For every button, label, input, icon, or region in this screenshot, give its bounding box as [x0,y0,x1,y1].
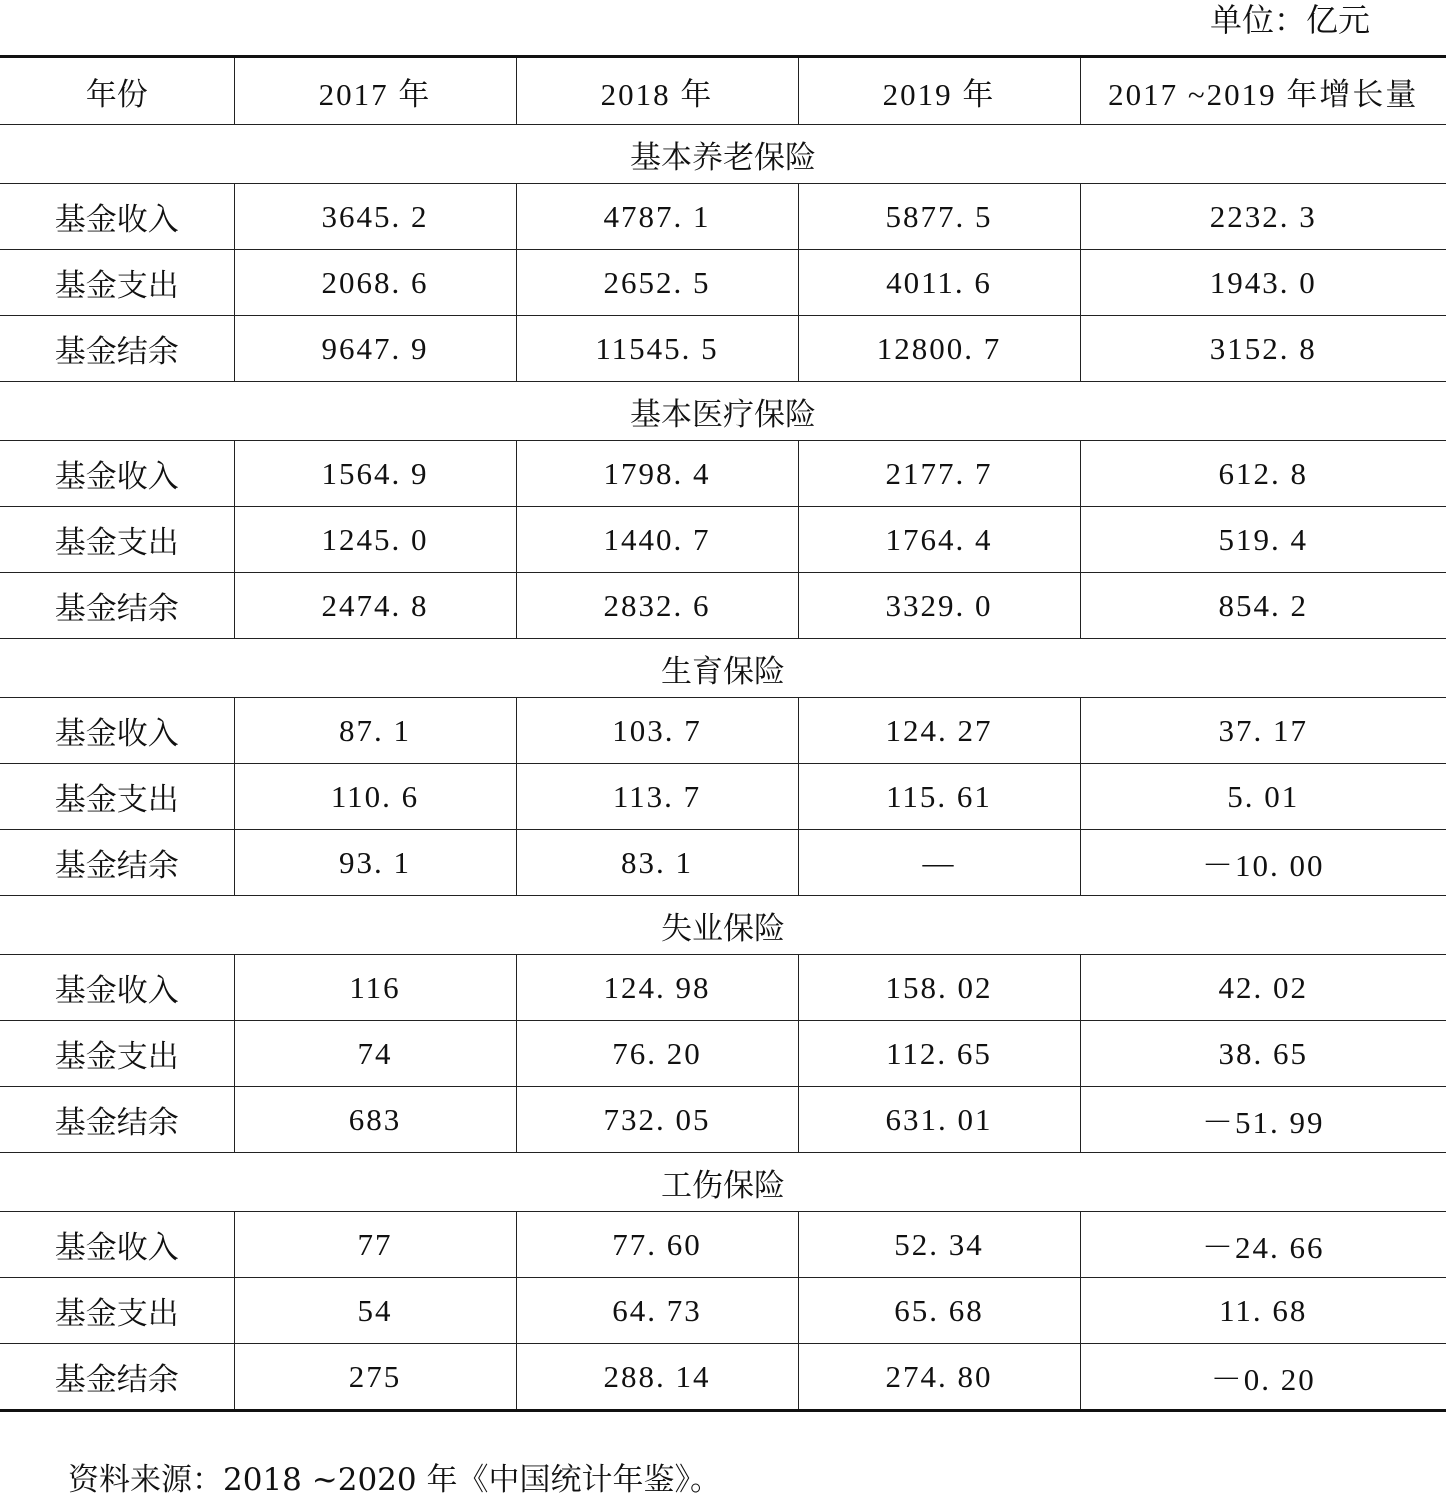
value-cell: 2652. 5 [516,250,798,316]
value-cell: －51. 99 [1080,1087,1446,1153]
value-cell: 612. 8 [1080,441,1446,507]
value-cell: 3645. 2 [234,184,516,250]
section-title: 失业保险 [0,896,1446,955]
table-row [0,1021,1446,1087]
value-cell: 1245. 0 [234,507,516,573]
value-cell: 52. 34 [798,1212,1080,1278]
table-row [0,698,1446,764]
header-cell-year: 年份 [0,57,234,125]
value-cell: — [798,830,1080,896]
row-label-cell: 基金支出 [0,1021,234,1087]
table-row [0,1212,1446,1278]
table-row [0,250,1446,316]
value-cell: 103. 7 [516,698,798,764]
row-label-cell: 基金收入 [0,1212,234,1278]
value-cell: 124. 98 [516,955,798,1021]
row-label-cell: 基金结余 [0,830,234,896]
row-label-cell: 基金结余 [0,1087,234,1153]
value-cell: 115. 61 [798,764,1080,830]
value-cell: 519. 4 [1080,507,1446,573]
section-title: 基本养老保险 [0,125,1446,184]
row-label-cell: 基金支出 [0,507,234,573]
value-cell: 87. 1 [234,698,516,764]
value-cell: 2474. 8 [234,573,516,639]
header-cell-2017: 2017 年 [234,57,516,125]
value-cell: 683 [234,1087,516,1153]
value-cell: 38. 65 [1080,1021,1446,1087]
value-cell: 76. 20 [516,1021,798,1087]
table-row [0,1087,1446,1153]
value-cell: －0. 20 [1080,1344,1446,1411]
value-cell: 5877. 5 [798,184,1080,250]
value-cell: 65. 68 [798,1278,1080,1344]
value-cell: 54 [234,1278,516,1344]
table-row [0,573,1446,639]
header-cell-growth: 2017 ~2019 年增长量 [1080,57,1446,125]
section-title: 生育保险 [0,639,1446,698]
value-cell: 124. 27 [798,698,1080,764]
value-cell: 113. 7 [516,764,798,830]
header-cell-2018: 2018 年 [516,57,798,125]
section-title: 工伤保险 [0,1153,1446,1212]
section-header-row [0,1153,1446,1212]
value-cell: 93. 1 [234,830,516,896]
row-label-cell: 基金收入 [0,441,234,507]
row-label-cell: 基金结余 [0,1344,234,1411]
section-header-row [0,896,1446,955]
value-cell: 42. 02 [1080,955,1446,1021]
value-cell: 3329. 0 [798,573,1080,639]
value-cell: 112. 65 [798,1021,1080,1087]
table-row [0,441,1446,507]
row-label-cell: 基金支出 [0,764,234,830]
value-cell: 11545. 5 [516,316,798,382]
section-header-row [0,382,1446,441]
value-cell: 3152. 8 [1080,316,1446,382]
value-cell: 77. 60 [516,1212,798,1278]
value-cell: 2068. 6 [234,250,516,316]
table-row [0,955,1446,1021]
table-row [0,507,1446,573]
section-header-row [0,639,1446,698]
value-cell: 1440. 7 [516,507,798,573]
row-label-cell: 基金结余 [0,316,234,382]
row-label-cell: 基金收入 [0,184,234,250]
source-note: 资料来源：2018 ~2020 年《中国统计年鉴》。 [68,1462,721,1498]
value-cell: 274. 80 [798,1344,1080,1411]
row-label-cell: 基金收入 [0,698,234,764]
value-cell: 74 [234,1021,516,1087]
table-row [0,316,1446,382]
value-cell: 2832. 6 [516,573,798,639]
value-cell: 1764. 4 [798,507,1080,573]
table-row [0,764,1446,830]
value-cell: 37. 17 [1080,698,1446,764]
value-cell: 77 [234,1212,516,1278]
insurance-fund-table [0,55,1446,1412]
row-label-cell: 基金支出 [0,1278,234,1344]
unit-label: 单位：亿元 [1209,1,1370,39]
value-cell: 158. 02 [798,955,1080,1021]
table-row [0,1278,1446,1344]
value-cell: 732. 05 [516,1087,798,1153]
section-header-row [0,125,1446,184]
table-row [0,1344,1446,1411]
value-cell: －24. 66 [1080,1212,1446,1278]
value-cell: 1798. 4 [516,441,798,507]
value-cell: 110. 6 [234,764,516,830]
value-cell: 2232. 3 [1080,184,1446,250]
row-label-cell: 基金支出 [0,250,234,316]
header-cell-2019: 2019 年 [798,57,1080,125]
table-row [0,184,1446,250]
value-cell: 9647. 9 [234,316,516,382]
value-cell: 1564. 9 [234,441,516,507]
value-cell: 12800. 7 [798,316,1080,382]
value-cell: 631. 01 [798,1087,1080,1153]
value-cell: 4011. 6 [798,250,1080,316]
section-title: 基本医疗保险 [0,382,1446,441]
value-cell: 5. 01 [1080,764,1446,830]
value-cell: 64. 73 [516,1278,798,1344]
value-cell: －10. 00 [1080,830,1446,896]
value-cell: 11. 68 [1080,1278,1446,1344]
table-header-row [0,57,1446,125]
table-row [0,830,1446,896]
value-cell: 83. 1 [516,830,798,896]
value-cell: 288. 14 [516,1344,798,1411]
value-cell: 2177. 7 [798,441,1080,507]
row-label-cell: 基金收入 [0,955,234,1021]
value-cell: 275 [234,1344,516,1411]
value-cell: 854. 2 [1080,573,1446,639]
value-cell: 1943. 0 [1080,250,1446,316]
table-body [0,57,1446,1411]
row-label-cell: 基金结余 [0,573,234,639]
value-cell: 4787. 1 [516,184,798,250]
value-cell: 116 [234,955,516,1021]
